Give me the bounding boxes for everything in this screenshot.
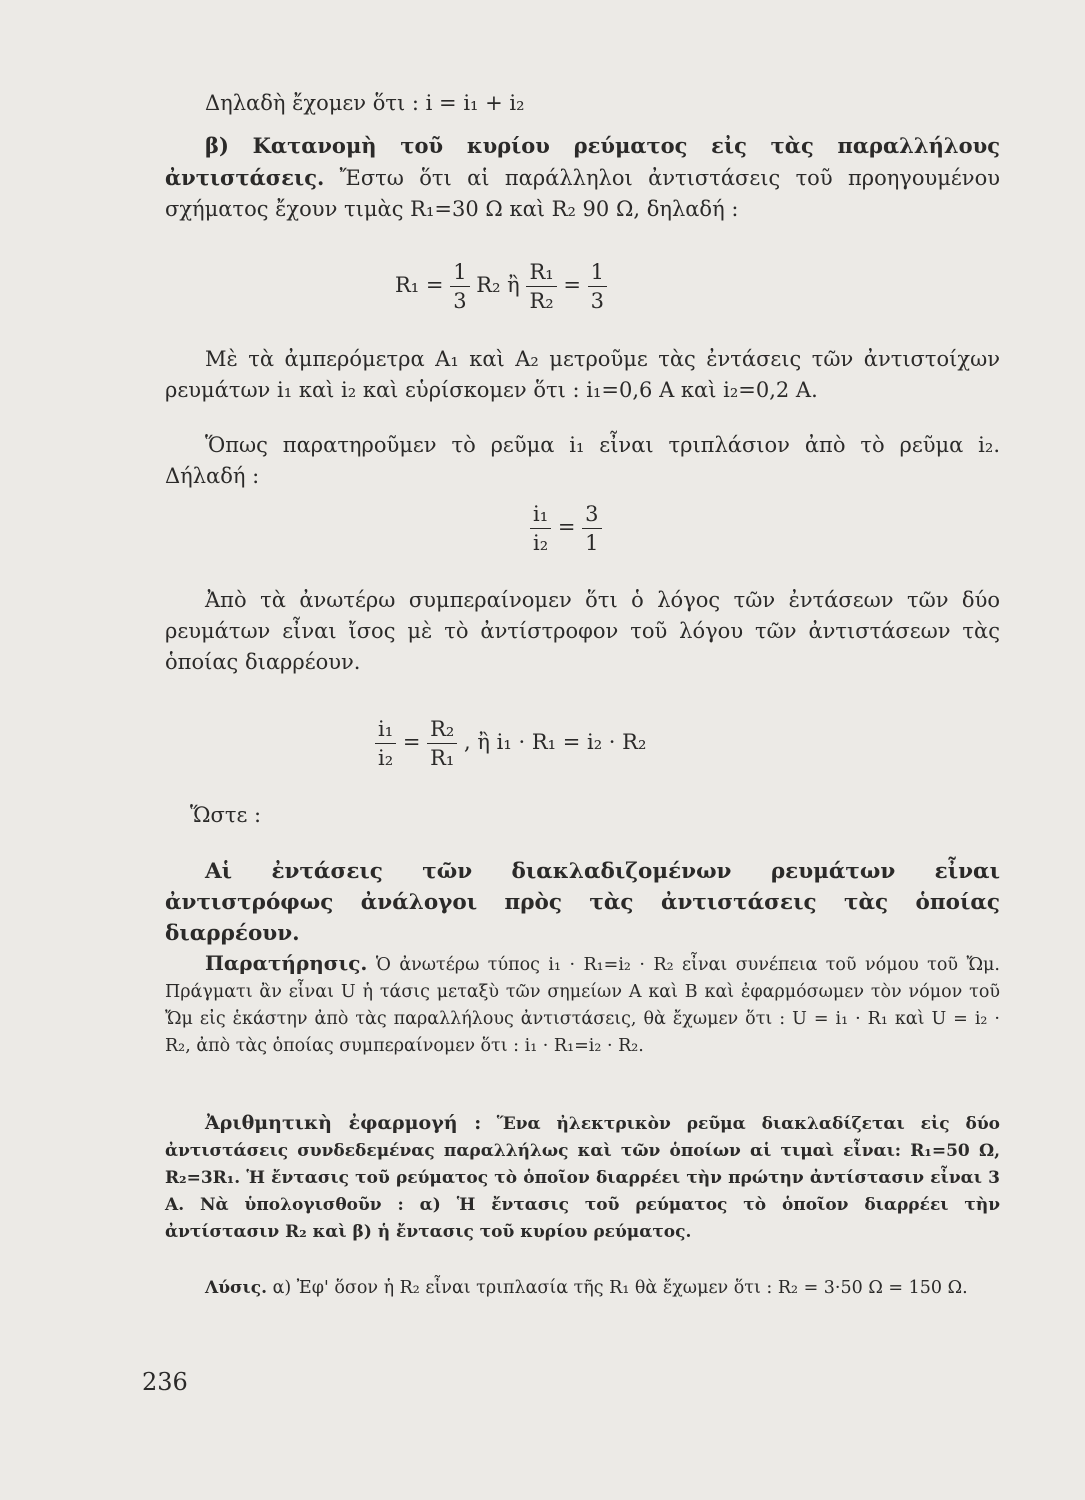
fraction-one-third-2: $\frac{1}{3}$: [588, 258, 607, 315]
section-b-text: Ἔστω ὅτι αἱ παράλληλοι ἀντιστάσεις τοῦ προηγουμένου σχήματος ἔχουν τιμὰς R₁=30 Ω καὶ R₂ 90 Ω, δηλαδή :: [165, 166, 1000, 221]
application-heading: Ἀριθμητικὴ ἐφαρμογή :: [205, 1112, 482, 1134]
equation-current-ratio: $\frac{\text{i₁}}{\text{i₂}}$ = $\frac{3}{1}$: [530, 500, 602, 557]
note-paragraph: [165, 950, 1000, 1060]
application-text: Ἕνα ἠλεκτρικὸν ρεῦμα διακλαδίζεται εἰς δύο ἀντιστάσεις συνδεδεμένας παραλλήλως καὶ τῶν ὁποίων αἱ τιμαὶ εἶναι: R₁=50 Ω, R₂=3R₁. Ἡ ἔντασις τοῦ ρεύματος τὸ ὁποῖον διαρρέει τὴν πρώτην ἀντίστασιν εἶναι 3 A. Νὰ ὑπολογισθοῦν : α) Ἡ ἔντασις τοῦ ρεύματος τὸ ὁποῖον διαρρέει τὴν ἀντίστασιν R₂ καὶ β) ἡ ἔντασις τοῦ κυρίου ρεύματος.: [165, 1114, 1000, 1242]
rule-statement: Αἱ ἐντάσεις τῶν διακλαδιζομένων ρευμάτων εἶναι ἀντιστρόφως ἀνάλογοι πρὸς τὰς ἀντιστάσεις τὰς ὁποίας διαρρέουν.: [165, 859, 1000, 946]
equation-inverse-ratio: $\frac{\text{i₁}}{\text{i₂}}$ = $\frac{\text{R₂}}{\text{R₁}}$ , ἢ i₁ · R₁ = i₂ · R₂: [375, 715, 646, 772]
hoste-label: Ὥστε :: [190, 803, 262, 827]
note-text: Ὁ ἀνωτέρω τύπος i₁ · R₁=i₂ · R₂ εἶναι συνέπεια τοῦ νόμου τοῦ Ὤμ. Πράγματι ἂν εἶναι U ἡ τάσις μεταξὺ τῶν σημείων A καὶ B καὶ ἐφαρμόσωμεν τὸν νόμον τοῦ Ὤμ εἰς ἑκάστην ἀπὸ τὰς παραλλήλους ἀντιστάσεις, θὰ ἔχωμεν ὅτι : U = i₁ · R₁ καὶ U = i₂ · R₂, ἀπὸ τὰς ὁποίας συμπεραίνομεν ὅτι : i₁ · R₁=i₂ · R₂.: [165, 955, 1000, 1056]
para-observe: Ὅπως παρατηροῦμεν τὸ ρεῦμα i₁ εἶναι τριπλάσιον ἀπὸ τὸ ρεῦμα i₂. Δήλαδή :: [165, 433, 1000, 488]
para-conclude: Ἀπὸ τὰ ἀνωτέρω συμπεραίνομεν ὅτι ὁ λόγος τῶν ἐντάσεων τῶν δύο ρευμάτων εἶναι ἴσος μὲ τὸ ἀντίστροφον τοῦ λόγου τῶν ἀντιστάσεων τὰς ὁποίας διαρρέουν.: [165, 588, 1000, 674]
equation-ratio-r: R₁ = $\frac{1}{3}$ R₂ ἢ $\frac{\text{R₁}}{\text{R₂}}$ = $\frac{1}{3}$: [395, 258, 607, 315]
note-heading: Παρατήρησις.: [205, 951, 368, 975]
page-number: 236: [142, 1368, 188, 1396]
section-b-heading: β) Κατανομὴ τοῦ κυρίου ρεύματος εἰς τὰς παραλλήλους ἀντιστάσεις.: [165, 133, 1000, 190]
para-ammeters: Μὲ τὰ ἀμπερόμετρα A₁ καὶ A₂ μετροῦμε τὰς ἐντάσεις τῶν ἀντιστοίχων ρευμάτων i₁ καὶ i₂ καὶ εὑρίσκομεν ὅτι : i₁=0,6 A καὶ i₂=0,2 A.: [165, 347, 1000, 402]
fraction-one-third: $\frac{1}{3}$: [450, 258, 469, 315]
fraction-r1-r2: $\frac{\text{R₁}}{\text{R₂}}$: [526, 258, 556, 315]
solution-heading: Λύσις.: [205, 1278, 268, 1298]
intro-line: Δηλαδὴ ἔχομεν ὅτι : i = i₁ + i₂: [205, 91, 525, 115]
application-paragraph: [165, 1110, 1000, 1246]
section-b: [165, 130, 1000, 225]
solution-text: α) Ἐφ' ὅσον ἡ R₂ εἶναι τριπλασία τῆς R₁ θὰ ἔχωμεν ὅτι : R₂ = 3·50 Ω = 150 Ω.: [272, 1278, 968, 1298]
solution-paragraph: [165, 1275, 1000, 1302]
